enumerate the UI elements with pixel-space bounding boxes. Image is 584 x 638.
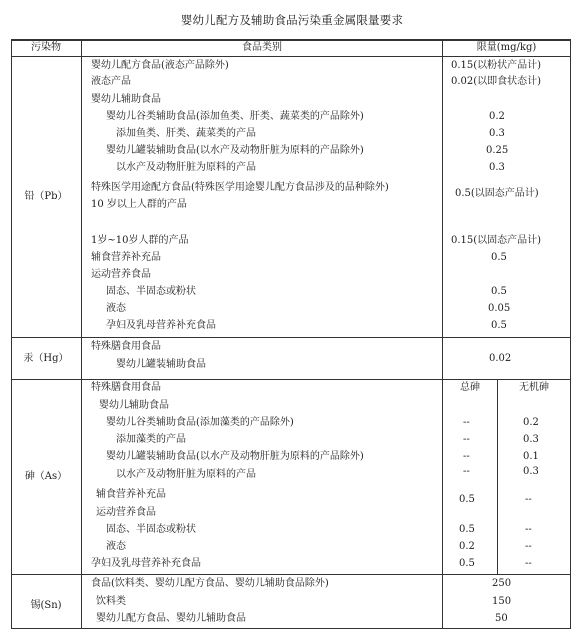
pb-limit-row: 0.3 bbox=[489, 128, 505, 139]
sn-limit-row: 50 bbox=[495, 613, 508, 624]
as-category-row: 液态 bbox=[106, 541, 126, 552]
pb-limit-row: 0.2 bbox=[489, 111, 505, 122]
as-category-row: 孕妇及乳母营养补充食品 bbox=[91, 558, 201, 569]
pb-category-row: 婴幼儿罐装辅助食品(以水产及动物肝脏为原料的产品除外) bbox=[106, 145, 364, 156]
as-category-row: 婴幼儿辅助食品 bbox=[99, 400, 169, 411]
pollutant-pb: 铅（Pb） bbox=[24, 191, 68, 202]
pb-limit-row: 0.5 bbox=[491, 286, 507, 297]
pb-category-row: 孕妇及乳母营养补充食品 bbox=[106, 320, 216, 331]
sn-category-row: 饮料类 bbox=[96, 596, 126, 607]
pb-limit-row: 0.5(以固态产品计) bbox=[455, 188, 539, 199]
pb-category-row: 运动营养食品 bbox=[91, 269, 151, 280]
pollutant-column-rule bbox=[81, 39, 82, 629]
pb-category-row: 10 岁以上人群的产品 bbox=[91, 199, 187, 210]
as-inorganic-value: 0.1 bbox=[523, 451, 539, 462]
table-bottom-rule bbox=[11, 628, 571, 629]
as-total-value: 0.5 bbox=[459, 494, 475, 505]
pb-limit-row: 0.15(以粉状产品计) bbox=[451, 60, 542, 71]
as-category-row: 特殊膳食用食品 bbox=[91, 382, 161, 393]
header-category: 食品类别 bbox=[242, 42, 282, 53]
as-inorganic-value: -- bbox=[525, 524, 532, 535]
as-inorganic-value: 0.3 bbox=[523, 434, 539, 445]
arsenic-split-rule bbox=[497, 380, 498, 574]
pollutant-sn: 锡(Sn) bbox=[30, 600, 62, 611]
pb-category-row: 液态产品 bbox=[91, 76, 131, 87]
pb-limit-row: 0.05 bbox=[488, 303, 511, 314]
pb-limit-row: 0.25 bbox=[486, 145, 509, 156]
sn-category-row: 婴幼儿配方食品、婴幼儿辅助食品 bbox=[96, 613, 246, 624]
as-category-row: 婴幼儿谷类辅助食品(添加藻类的产品除外) bbox=[106, 417, 294, 428]
as-category-row: 婴幼儿罐装辅助食品(以水产及动物肝脏为原料的产品除外) bbox=[106, 451, 364, 462]
as-category-row: 添加藻类的产品 bbox=[116, 434, 186, 445]
pb-category-row: 添加鱼类、肝类、蔬菜类的产品 bbox=[116, 128, 256, 139]
pb-category-row: 婴幼儿辅助食品 bbox=[91, 94, 161, 105]
sn-limit-row: 150 bbox=[492, 596, 512, 607]
pollutant-hg: 汞（Hg） bbox=[23, 353, 69, 364]
limit-column-rule bbox=[442, 39, 443, 629]
as-category-row: 以水产及动物肝脏为原料的产品 bbox=[116, 469, 256, 480]
pb-category-row: 特殊医学用途配方食品(特殊医学用途婴儿配方食品涉及的品种除外) bbox=[91, 182, 389, 193]
heavy-metal-limit-table bbox=[11, 39, 571, 629]
header-limit: 限量(mg/kg) bbox=[476, 42, 537, 53]
hg-bottom-rule bbox=[11, 379, 571, 380]
pb-limit-row: 0.02(以即食状态计) bbox=[451, 76, 542, 87]
as-total-value: 0.5 bbox=[459, 558, 475, 569]
pb-category-row: 婴幼儿谷类辅助食品(添加鱼类、肝类、蔬菜类的产品除外) bbox=[106, 111, 364, 122]
as-total-value: -- bbox=[463, 451, 470, 462]
as-inorganic-value: 0.2 bbox=[523, 417, 539, 428]
hg-limit-row: 0.02 bbox=[489, 353, 512, 364]
table-left-rule bbox=[11, 39, 12, 629]
sn-limit-row: 250 bbox=[492, 578, 512, 589]
pb-category-row: 1岁~10岁人群的产品 bbox=[91, 235, 189, 246]
table-right-rule bbox=[570, 39, 571, 629]
as-total-value: 0.2 bbox=[459, 541, 475, 552]
as-inorganic-value: -- bbox=[525, 558, 532, 569]
pb-category-row: 婴幼儿配方食品(液态产品除外) bbox=[91, 60, 229, 71]
as-bottom-rule bbox=[11, 574, 571, 575]
document-title: 婴幼儿配方及辅助食品污染重金属限量要求 bbox=[180, 13, 404, 27]
as-category-row: 运动营养食品 bbox=[96, 507, 156, 518]
as-header-inorganic: 无机砷 bbox=[519, 382, 549, 393]
pb-category-row: 液态 bbox=[106, 303, 126, 314]
as-header-total: 总砷 bbox=[460, 382, 480, 393]
as-total-value: -- bbox=[463, 434, 470, 445]
pb-limit-row: 0.3 bbox=[489, 162, 505, 173]
pollutant-as: 砷（As） bbox=[24, 471, 68, 482]
as-inorganic-value: -- bbox=[525, 541, 532, 552]
as-inorganic-value: 0.3 bbox=[523, 466, 539, 477]
hg-category-row: 特殊膳食用食品 bbox=[91, 341, 161, 352]
as-category-row: 辅食营养补充品 bbox=[96, 489, 166, 500]
as-category-row: 固态、半固态或粉状 bbox=[106, 524, 196, 535]
header-bottom-rule bbox=[11, 56, 571, 57]
table-top-rule bbox=[11, 39, 571, 41]
as-total-value: 0.5 bbox=[459, 524, 475, 535]
as-total-value: -- bbox=[463, 417, 470, 428]
pb-bottom-rule bbox=[11, 337, 571, 338]
hg-category-row: 婴幼儿罐装辅助食品 bbox=[116, 359, 206, 370]
pb-category-row: 固态、半固态或粉状 bbox=[106, 286, 196, 297]
pb-limit-row: 0.5 bbox=[491, 320, 507, 331]
pb-category-row: 辅食营养补充品 bbox=[91, 252, 161, 263]
as-total-value: -- bbox=[463, 466, 470, 477]
sn-category-row: 食品(饮料类、婴幼儿配方食品、婴幼儿辅助食品除外) bbox=[91, 578, 329, 589]
as-inorganic-value: -- bbox=[525, 494, 532, 505]
pb-limit-row: 0.15(以固态产品计) bbox=[451, 235, 542, 246]
header-pollutant: 污染物 bbox=[31, 42, 61, 53]
pb-limit-row: 0.5 bbox=[491, 252, 507, 263]
pb-category-row: 以水产及动物肝脏为原料的产品 bbox=[116, 162, 256, 173]
